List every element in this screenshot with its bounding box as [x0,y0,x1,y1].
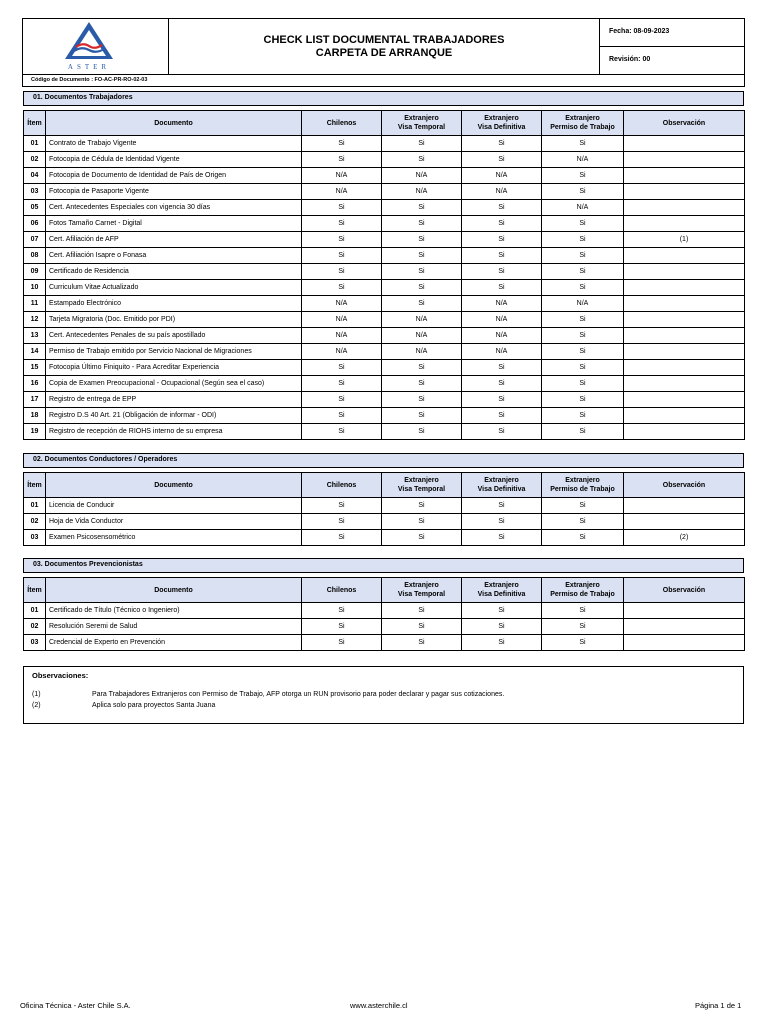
visa-definitiva-value: Si [462,619,542,635]
permiso-trabajo-value: Si [542,619,624,635]
table-row [24,168,745,184]
document-name: Fotocopia Último Finiquito - Para Acreditar Experiencia [46,360,302,376]
visa-definitiva-value: Si [462,216,542,232]
visa-definitiva-value: Si [462,514,542,530]
item-number: 09 [24,264,46,280]
visa-definitiva-value: Si [462,530,542,546]
permiso-trabajo-value: Si [542,216,624,232]
item-number: 15 [24,360,46,376]
visa-temporal-value: Si [382,200,462,216]
observation-value [624,328,745,344]
observation-value [624,360,745,376]
header-visa-temporal-text: Extranjero [404,477,439,484]
table-row [24,216,745,232]
chilenos-value: Si [302,392,382,408]
visa-temporal-value: Si [382,498,462,514]
document-name: Fotos Tamaño Carnet - Digital [46,216,302,232]
visa-definitiva-value: N/A [462,184,542,200]
permiso-trabajo-value: Si [542,264,624,280]
logo-cell [23,19,169,74]
permiso-trabajo-value: Si [542,168,624,184]
visa-temporal-value: Si [382,424,462,440]
visa-definitiva-value: Si [462,603,542,619]
chilenos-value: N/A [302,328,382,344]
document-name: Fotocopia de Pasaporte Vigente [46,184,302,200]
visa-definitiva-value: Si [462,280,542,296]
visa-temporal-value: Si [382,603,462,619]
document-header [22,18,745,75]
document-name: Licencia de Conducir [46,498,302,514]
permiso-trabajo-value: Si [542,280,624,296]
chilenos-value: Si [302,619,382,635]
visa-definitiva-value: Si [462,408,542,424]
header-document-text: Documento [154,119,193,127]
item-number: 08 [24,248,46,264]
chilenos-value: N/A [302,296,382,312]
table-row [24,408,745,424]
visa-temporal-value: Si [382,232,462,248]
header-visa-temporal-text: Extranjero [404,115,439,122]
visa-temporal-value: Si [382,136,462,152]
observation-value [624,424,745,440]
observation-value [624,248,745,264]
title-cell [169,19,600,74]
header-visa-definitiva-text: Extranjero [484,477,519,484]
document-name: Permiso de Trabajo emitido por Servicio Nacional de Migraciones [46,344,302,360]
table-row [24,248,745,264]
header-visa-temporal [382,111,462,136]
header-visa-temporal-text: Visa Temporal [397,591,446,598]
table-row [24,312,745,328]
observation-value [624,200,745,216]
table-header-row [24,578,745,603]
observation-value [624,498,745,514]
visa-temporal-value: Si [382,248,462,264]
header-document-text: Documento [154,481,193,489]
item-number: 02 [24,619,46,635]
table-row [24,514,745,530]
permiso-trabajo-value: Si [542,424,624,440]
note-text: Aplica solo para proyectos Santa Juana [92,702,216,709]
table-row [24,376,745,392]
observation-value [624,344,745,360]
header-permiso-trabajo-text: Extranjero [565,115,600,122]
visa-temporal-value: Si [382,408,462,424]
logo-wordmark: ASTER [67,63,111,71]
item-number: 02 [24,152,46,168]
permiso-trabajo-value: Si [542,248,624,264]
item-number: 03 [24,184,46,200]
document-name: Resolución Seremi de Salud [46,619,302,635]
observation-value [624,392,745,408]
header-chilenos [302,578,382,603]
visa-temporal-value: Si [382,392,462,408]
observation-value: (1) [624,232,745,248]
observation-value [624,152,745,168]
note-text: Para Trabajadores Extranjeros con Permiso de Trabajo, AFP otorga un RUN provisorio para poder declarar y pagar sus cotizaciones. [92,691,505,698]
meta-cell [600,19,745,74]
visa-temporal-value: Si [382,376,462,392]
document-name: Registro D.S 40 Art. 21 (Obligación de informar - ODI) [46,408,302,424]
chilenos-value: Si [302,603,382,619]
visa-definitiva-value: N/A [462,168,542,184]
document-name: Registro de entrega de EPP [46,392,302,408]
aster-logo [23,19,169,74]
visa-temporal-value: Si [382,619,462,635]
document-name: Curriculum Vitae Actualizado [46,280,302,296]
visa-temporal-value: Si [382,360,462,376]
section-title-workers: 01. Documentos Trabajadores [23,91,744,106]
header-permiso-trabajo [542,111,624,136]
observation-value [624,136,745,152]
table-row [24,498,745,514]
header-visa-temporal-text: Visa Temporal [397,124,446,131]
document-name: Copia de Examen Preocupacional - Ocupacional (Según sea el caso) [46,376,302,392]
header-permiso-trabajo-text: Permiso de Trabajo [550,591,615,598]
chilenos-value: N/A [302,344,382,360]
document-name: Fotocopia de Documento de Identidad de País de Origen [46,168,302,184]
permiso-trabajo-value: Si [542,408,624,424]
table-row [24,264,745,280]
header-visa-temporal [382,473,462,498]
permiso-trabajo-value: Si [542,603,624,619]
visa-temporal-value: Si [382,152,462,168]
header-observacion-text: Observación [662,481,706,489]
document-name: Estampado Electrónico [46,296,302,312]
permiso-trabajo-value: Si [542,344,624,360]
chilenos-value: N/A [302,168,382,184]
note-key: (2) [32,702,41,709]
visa-definitiva-value: Si [462,200,542,216]
visa-definitiva-value: Si [462,232,542,248]
document-name: Credencial de Experto en Prevención [46,635,302,651]
document-name: Registro de recepción de RIOHS interno de su empresa [46,424,302,440]
header-observacion [624,111,745,136]
document-name: Cert. Afiliación de AFP [46,232,302,248]
item-number: 16 [24,376,46,392]
visa-temporal-value: N/A [382,344,462,360]
table-drivers [23,472,745,546]
visa-temporal-value: Si [382,264,462,280]
visa-definitiva-value: Si [462,498,542,514]
item-number: 04 [24,168,46,184]
visa-definitiva-value: Si [462,424,542,440]
table-header-row [24,473,745,498]
observation-value [624,603,745,619]
document-name: Certificado de Título (Técnico o Ingeniero) [46,603,302,619]
document-name: Fotocopia de Cédula de Identidad Vigente [46,152,302,168]
header-visa-temporal [382,578,462,603]
document-code: Código de Documento : FO-AC-PR-RO-02-03 [22,75,745,87]
item-number: 12 [24,312,46,328]
header-item-text: Ítem [27,119,42,127]
visa-temporal-value: N/A [382,184,462,200]
item-number: 11 [24,296,46,312]
footer-office: Oficina Técnica - Aster Chile S.A. [20,1001,131,1010]
header-permiso-trabajo-text: Permiso de Trabajo [550,124,615,131]
header-visa-definitiva-text: Extranjero [484,582,519,589]
permiso-trabajo-value: N/A [542,200,624,216]
document-name: Certificado de Residencia [46,264,302,280]
header-chilenos-text: Chilenos [326,119,357,127]
item-number: 01 [24,603,46,619]
visa-definitiva-value: Si [462,152,542,168]
visa-definitiva-value: Si [462,376,542,392]
observation-value [624,296,745,312]
item-number: 17 [24,392,46,408]
permiso-trabajo-value: Si [542,376,624,392]
observation-value [624,408,745,424]
chilenos-value: Si [302,232,382,248]
table-prevention [23,577,745,651]
table-row [24,280,745,296]
header-observacion-text: Observación [662,119,706,127]
table-workers [23,110,745,440]
visa-temporal-value: Si [382,216,462,232]
table-row [24,530,745,546]
observation-value [624,376,745,392]
table-row [24,152,745,168]
item-number: 13 [24,328,46,344]
permiso-trabajo-value: Si [542,530,624,546]
header-observacion [624,473,745,498]
header-item-text: Ítem [27,586,42,594]
document-name: Tarjeta Migratoria (Doc. Emitido por PDI) [46,312,302,328]
document-subtitle: CARPETA DE ARRANQUE [315,47,453,59]
visa-definitiva-value: Si [462,635,542,651]
item-number: 01 [24,136,46,152]
table-row [24,200,745,216]
visa-temporal-value: Si [382,296,462,312]
observation-value [624,184,745,200]
observation-value [624,514,745,530]
visa-definitiva-value: Si [462,392,542,408]
document-name: Cert. Afiliación Isapre o Fonasa [46,248,302,264]
chilenos-value: N/A [302,312,382,328]
header-document [46,578,302,603]
header-visa-definitiva-text: Visa Definitiva [477,124,526,131]
header-permiso-trabajo-text: Permiso de Trabajo [550,486,615,493]
permiso-trabajo-value: Si [542,312,624,328]
permiso-trabajo-value: N/A [542,296,624,312]
chilenos-value: Si [302,216,382,232]
header-visa-definitiva [462,111,542,136]
item-number: 03 [24,635,46,651]
permiso-trabajo-value: Si [542,392,624,408]
table-row [24,392,745,408]
visa-definitiva-value: N/A [462,344,542,360]
visa-definitiva-value: N/A [462,312,542,328]
chilenos-value: Si [302,280,382,296]
document-name: Cert. Antecedentes Especiales con vigencia 30 días [46,200,302,216]
table-row [24,296,745,312]
document-name: Cert. Antecedentes Penales de su país apostillado [46,328,302,344]
chilenos-value: Si [302,498,382,514]
table-header-row [24,111,745,136]
table-row [24,328,745,344]
chilenos-value: N/A [302,184,382,200]
visa-temporal-value: N/A [382,312,462,328]
chilenos-value: Si [302,530,382,546]
header-visa-temporal-text: Extranjero [404,582,439,589]
table-row [24,232,745,248]
note-key: (1) [32,691,41,698]
header-visa-definitiva [462,473,542,498]
document-name: Hoja de Vida Conductor [46,514,302,530]
permiso-trabajo-value: Si [542,184,624,200]
visa-temporal-value: Si [382,514,462,530]
section-title-prevention: 03. Documentos Prevencionistas [23,558,744,573]
header-visa-definitiva-text: Visa Definitiva [477,486,526,493]
header-observacion-text: Observación [662,586,706,594]
table-row [24,360,745,376]
visa-definitiva-value: Si [462,360,542,376]
header-permiso-trabajo-text: Extranjero [565,477,600,484]
item-number: 07 [24,232,46,248]
observation-value [624,216,745,232]
table-row [24,344,745,360]
header-visa-definitiva [462,578,542,603]
table-row [24,619,745,635]
visa-definitiva-value: N/A [462,296,542,312]
header-permiso-trabajo-text: Extranjero [565,582,600,589]
header-chilenos [302,111,382,136]
revision-field: Revisión: 00 [600,46,745,74]
chilenos-value: Si [302,136,382,152]
document-name: Contrato de Trabajo Vigente [46,136,302,152]
item-number: 18 [24,408,46,424]
table-row [24,184,745,200]
visa-temporal-value: N/A [382,328,462,344]
item-number: 19 [24,424,46,440]
item-number: 02 [24,514,46,530]
table-row [24,136,745,152]
permiso-trabajo-value: N/A [542,152,624,168]
permiso-trabajo-value: Si [542,328,624,344]
table-row [24,424,745,440]
table-row [24,603,745,619]
item-number: 05 [24,200,46,216]
visa-temporal-value: N/A [382,168,462,184]
table-row [24,635,745,651]
document-name: Examen Psicosensométrico [46,530,302,546]
observation-value: (2) [624,530,745,546]
header-item [24,578,46,603]
item-number: 01 [24,498,46,514]
chilenos-value: Si [302,264,382,280]
visa-definitiva-value: Si [462,264,542,280]
chilenos-value: Si [302,376,382,392]
header-chilenos [302,473,382,498]
chilenos-value: Si [302,514,382,530]
date-field: Fecha: 08-09-2023 [609,28,670,35]
permiso-trabajo-value: Si [542,635,624,651]
item-number: 03 [24,530,46,546]
chilenos-value: Si [302,635,382,651]
chilenos-value: Si [302,408,382,424]
item-number: 06 [24,216,46,232]
header-permiso-trabajo [542,473,624,498]
observation-value [624,168,745,184]
chilenos-value: Si [302,248,382,264]
visa-temporal-value: Si [382,635,462,651]
permiso-trabajo-value: Si [542,136,624,152]
permiso-trabajo-value: Si [542,498,624,514]
header-visa-definitiva-text: Visa Definitiva [477,591,526,598]
visa-temporal-value: Si [382,280,462,296]
chilenos-value: Si [302,152,382,168]
header-chilenos-text: Chilenos [326,481,357,489]
document-title: CHECK LIST DOCUMENTAL TRABAJADORES [263,34,505,46]
header-visa-temporal-text: Visa Temporal [397,486,446,493]
header-item-text: Ítem [27,481,42,489]
header-document-text: Documento [154,586,193,594]
observation-value [624,264,745,280]
observation-value [624,280,745,296]
header-permiso-trabajo [542,578,624,603]
header-document [46,111,302,136]
footer-website[interactable]: www.asterchile.cl [350,1001,408,1010]
observation-value [624,619,745,635]
observation-value [624,312,745,328]
header-document [46,473,302,498]
item-number: 14 [24,344,46,360]
visa-definitiva-value: Si [462,136,542,152]
visa-temporal-value: Si [382,530,462,546]
permiso-trabajo-value: Si [542,232,624,248]
header-item [24,473,46,498]
footer-page-number: Página 1 de 1 [695,1001,742,1010]
observations-title: Observaciones: [32,671,89,680]
permiso-trabajo-value: Si [542,360,624,376]
visa-definitiva-value: N/A [462,328,542,344]
chilenos-value: Si [302,200,382,216]
permiso-trabajo-value: Si [542,514,624,530]
header-observacion [624,578,745,603]
chilenos-value: Si [302,424,382,440]
chilenos-value: Si [302,360,382,376]
observations-box [23,666,744,724]
section-title-drivers: 02. Documentos Conductores / Operadores [23,453,744,468]
observation-value [624,635,745,651]
item-number: 10 [24,280,46,296]
header-chilenos-text: Chilenos [326,586,357,594]
header-item [24,111,46,136]
visa-definitiva-value: Si [462,248,542,264]
header-visa-definitiva-text: Extranjero [484,115,519,122]
